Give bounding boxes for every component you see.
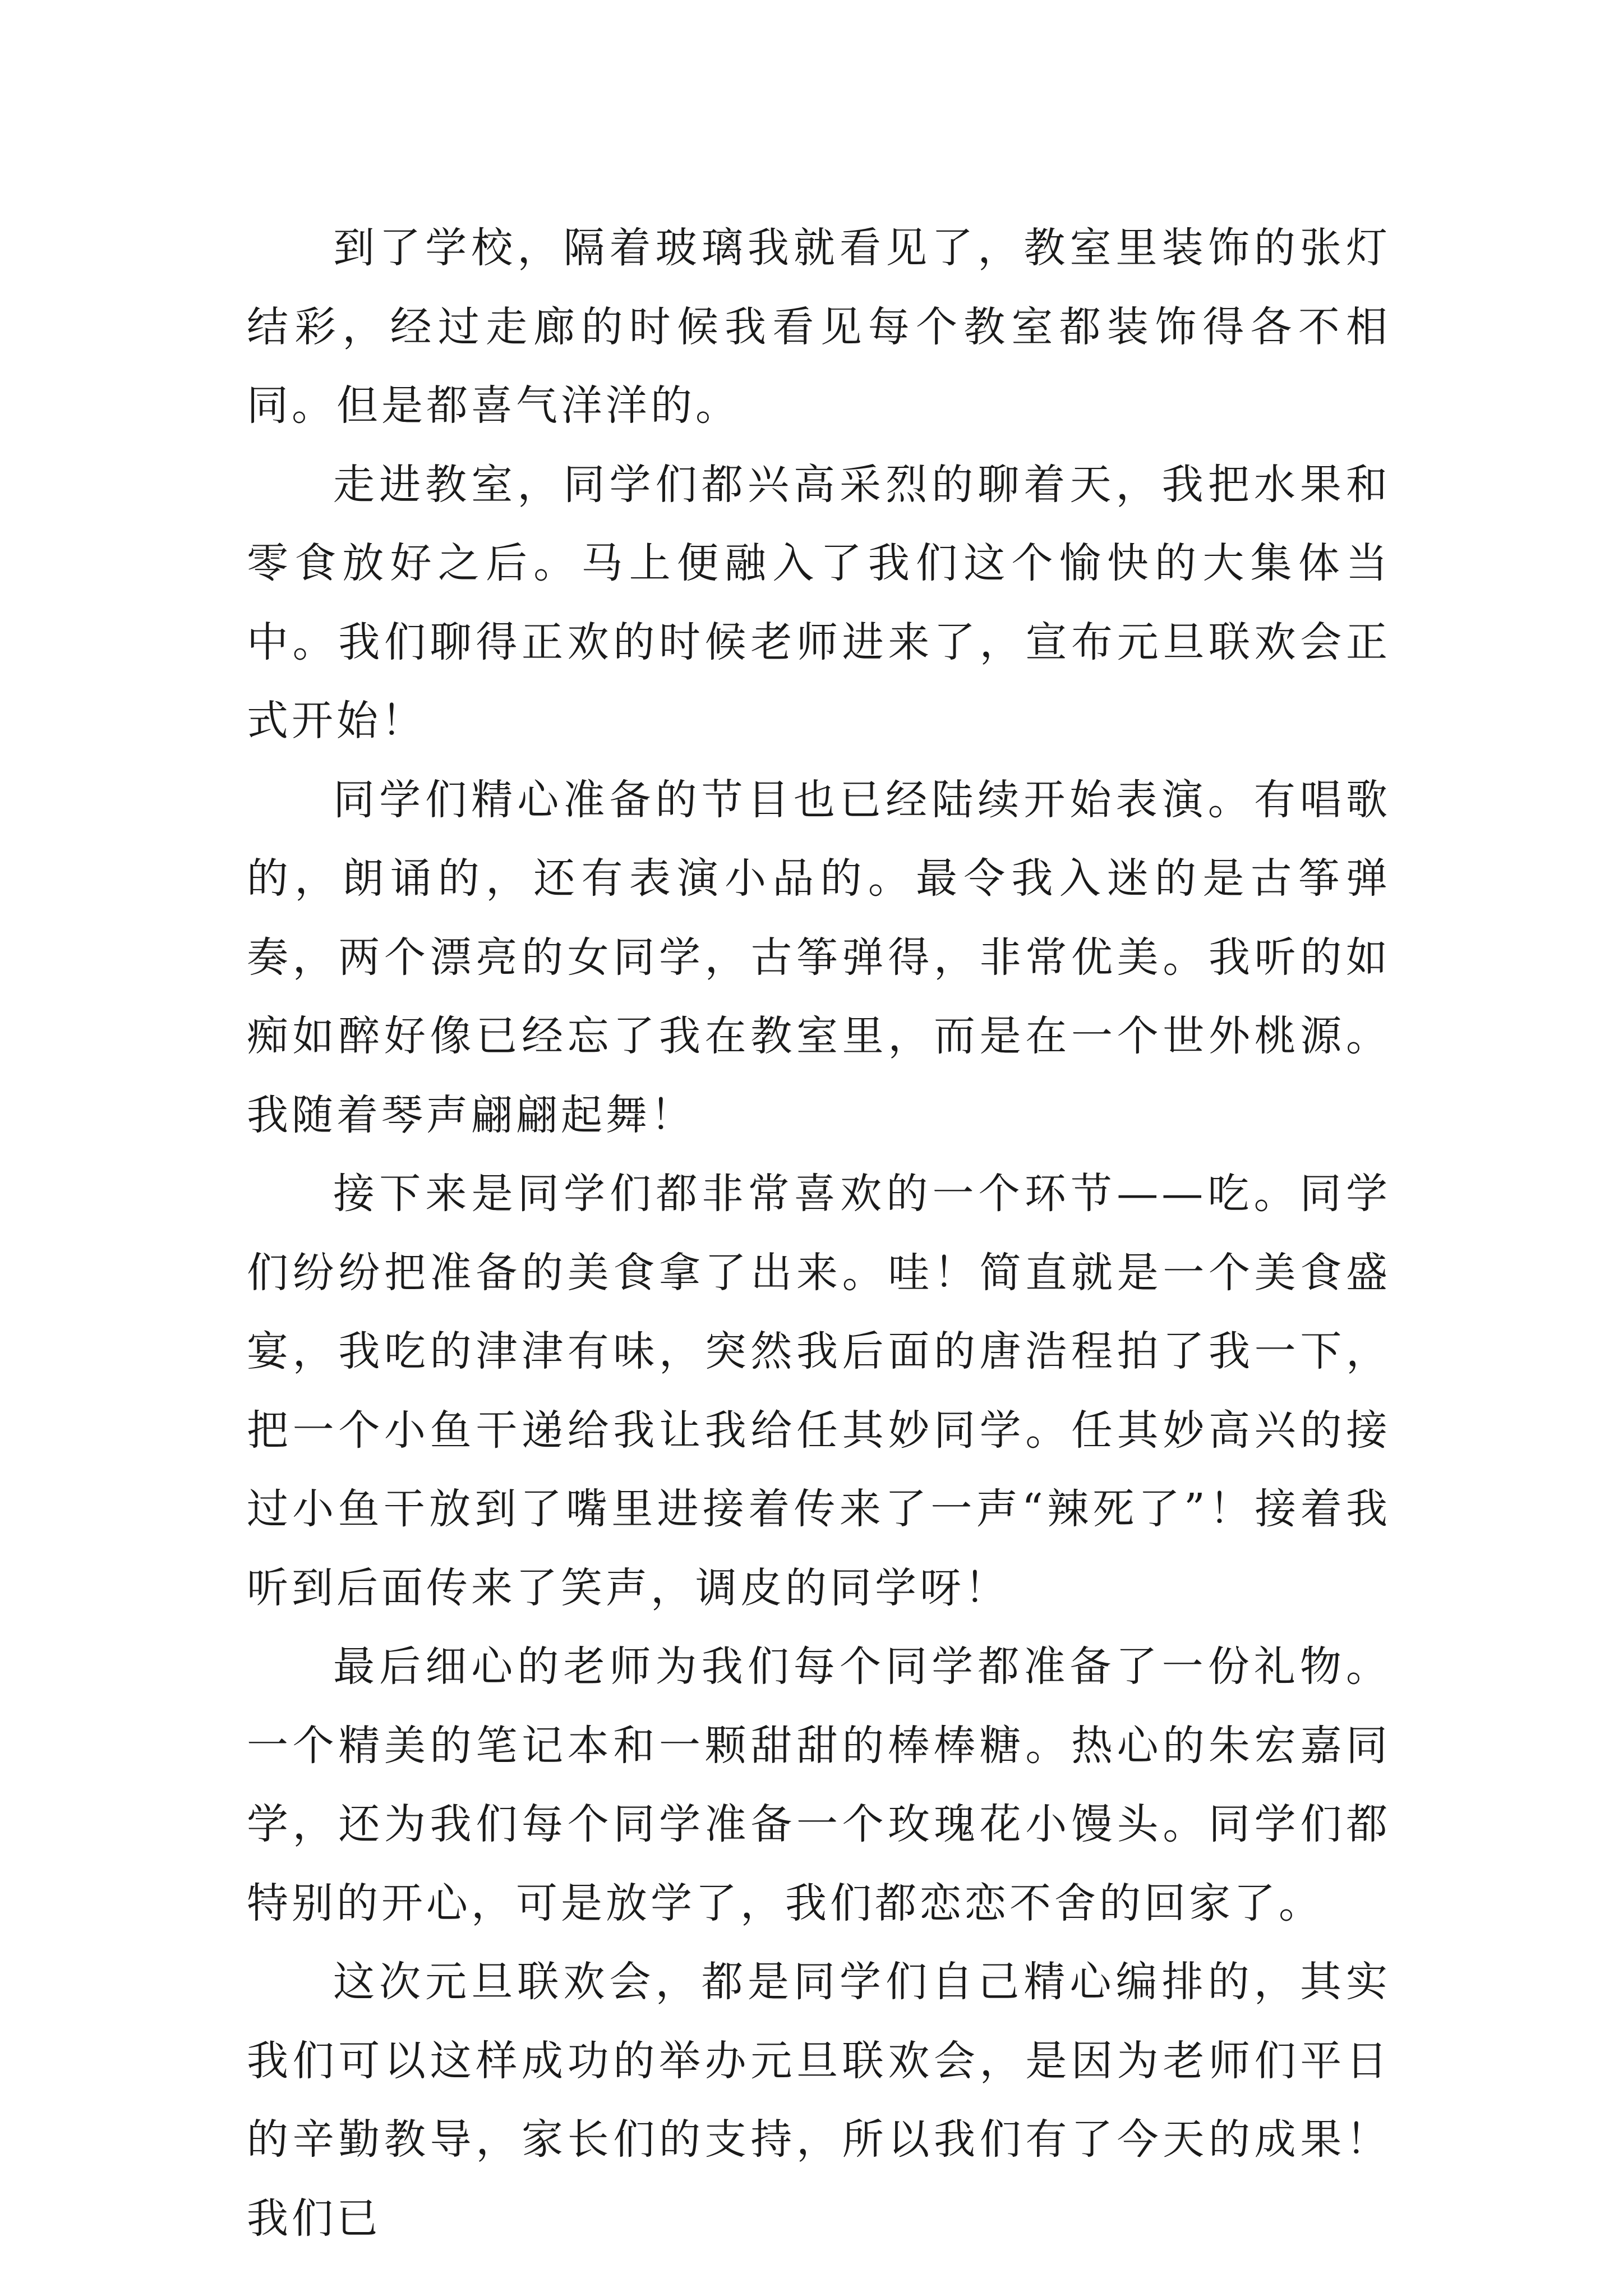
paragraph-3: 同学们精心准备的节目也已经陆续开始表演。有唱歌的，朗诵的，还有表演小品的。最令我入迷的是古筝弹奏，两个漂亮的女同学，古筝弹得，非常优美。我听的如痴如醉好像已经忘了我在教室里，而是在一个世外桃源。我随着琴声翩翩起舞！: [247, 775, 1391, 1139]
paragraph-4: 接下来是同学们都非常喜欢的一个环节——吃。同学们纷纷把准备的美食拿了出来。哇！简直就是一个美食盛宴，我吃的津津有味，突然我后面的唐浩程拍了我一下，把一个小鱼干递给我让我给任其妙同学。任其妙高兴的接过小鱼干放到了嘴里进接着传来了一声“辣死了”！接着我听到后面传来了笑声，调皮的同学呀！: [247, 1170, 1391, 1612]
paragraph-2: 走进教室，同学们都兴高采烈的聊着天，我把水果和零食放好之后。马上便融入了我们这个愉快的大集体当中。我们聊得正欢的时候老师进来了，宣布元旦联欢会正式开始！: [247, 460, 1391, 745]
paragraph-5: 最后细心的老师为我们每个同学都准备了一份礼物。一个精美的笔记本和一颗甜甜的棒棒糖。热心的朱宏嘉同学，还为我们每个同学准备一个玫瑰花小馒头。同学们都特别的开心，可是放学了，我们都恋恋不舍的回家了。: [247, 1642, 1391, 1927]
paragraph-1: 到了学校，隔着玻璃我就看见了，教室里装饰的张灯结彩，经过走廊的时候我看见每个教室都装饰得各不相同。但是都喜气洋洋的。: [247, 224, 1391, 430]
body-text: [247, 209, 1391, 2258]
paragraph-6: 这次元旦联欢会，都是同学们自己精心编排的，其实我们可以这样成功的举办元旦联欢会，是因为老师们平日的辛勤教导，家长们的支持，所以我们有了今天的成果！我们已: [247, 1958, 1391, 2243]
